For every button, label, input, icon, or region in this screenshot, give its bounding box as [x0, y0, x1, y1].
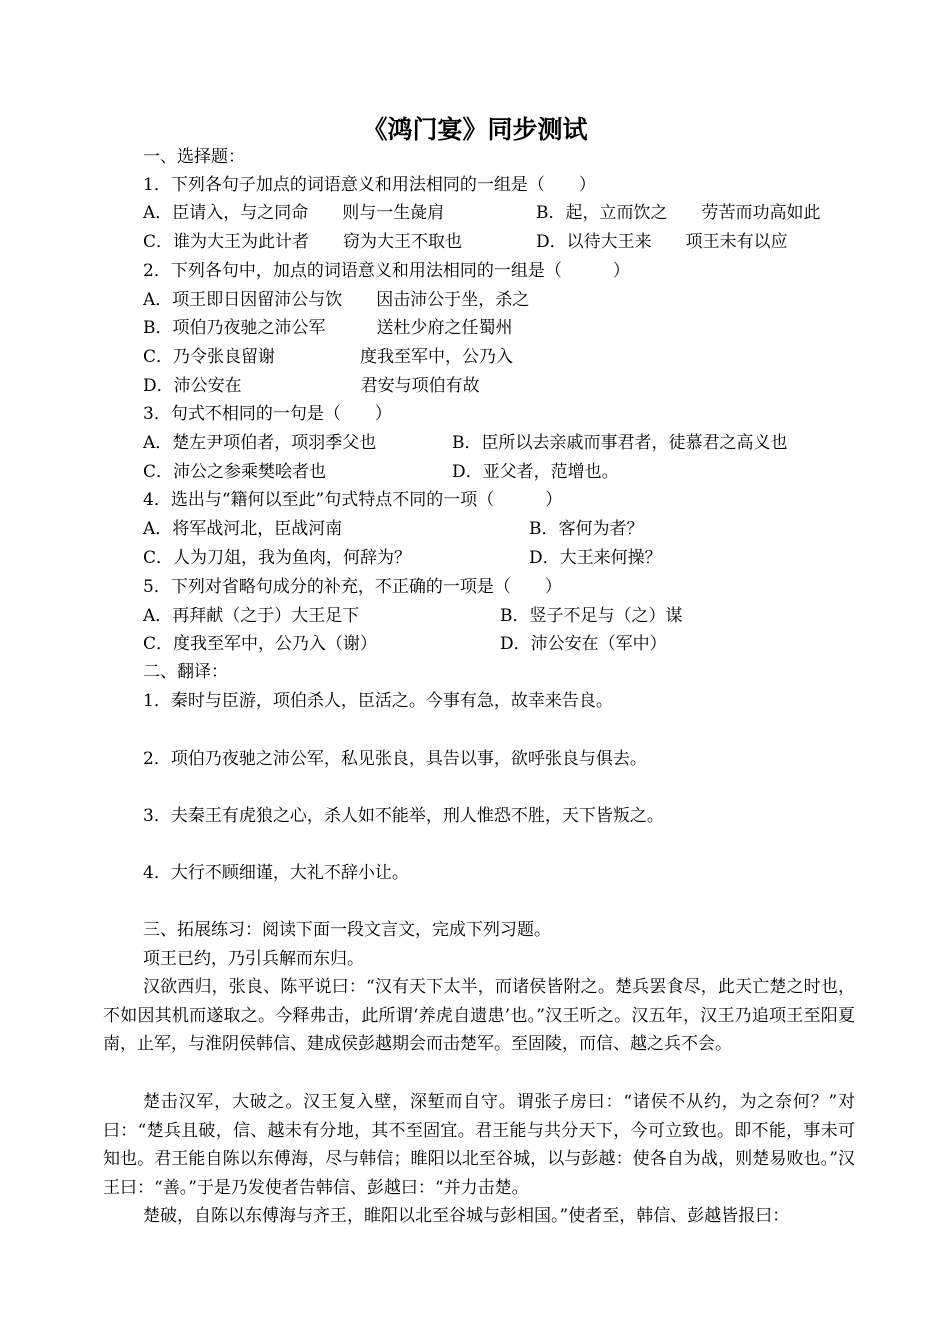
passage-paragraph: 楚破，自陈以东傅海与齐王，睢阳以北至谷城与彭相国。”使者至，韩信、彭越皆报曰： [143, 1206, 790, 1226]
question-option: C．乃令张良留谢 度我至军中，公乃入 [143, 347, 514, 367]
question-option: A．再拜献（之于）大王足下 [143, 606, 360, 626]
passage-paragraph: 楚击汉军，大破之。汉王复入壁，深堑而自守。谓张子房曰：“诸侯不从约，为之奈何？”对曰：“楚兵且破，信、越未有分地，其不至固宜。君王能与共分天下，今可立致也。即不能，事未可知也。君王能自陈以东傅海，尽与韩信；睢阳以北至谷城，以与彭越：使各自为战，则楚易败也。”汉王曰：“善。”于是乃发使者告韩信、彭越曰：“并力击楚。 [103, 1092, 855, 1198]
section-heading-extension: 三、拓展练习：阅读下面一段文言文，完成下列习题。 [143, 920, 551, 940]
question-option: D．以待大王来 项王未有以应 [536, 232, 788, 252]
translation-item: 2．项伯乃夜驰之沛公军，私见张良，具告以事，欲呼张良与俱去。 [143, 749, 647, 769]
question-option: D．沛公安在（军中） [500, 634, 667, 654]
translation-item: 3．夫秦王有虎狼之心，杀人如不能举，刑人惟恐不胜，天下皆叛之。 [143, 806, 664, 826]
question-option: B．竖子不足与（之）谋 [500, 606, 683, 626]
question-option: C．度我至军中，公乃入（谢） [143, 634, 378, 654]
question-stem: 2．下列各句中，加点的词语意义和用法相同的一组是（ ） [143, 261, 630, 281]
question-stem: 3．句式不相同的一句是（ ） [143, 404, 392, 424]
question-option: B．项伯乃夜驰之沛公军 送杜少府之任蜀州 [143, 318, 513, 338]
question-stem: 1．下列各句子加点的词语意义和用法相同的一组是（ ） [143, 175, 596, 195]
question-option: A．项王即日因留沛公与饮 因击沛公于坐，杀之 [143, 290, 530, 310]
question-option: D．大王来何操？ [529, 548, 662, 568]
passage-lead: 项王已约，乃引兵解而东归。 [143, 949, 364, 969]
section-heading-translation: 二、翻译： [143, 662, 228, 682]
question-option: C．沛公之参乘樊哙者也 [143, 462, 327, 482]
question-option: A．将军战河北，臣战河南 [143, 519, 343, 539]
question-stem: 4．选出与“籍何以至此”句式特点不同的一项（ ） [143, 490, 563, 510]
question-stem: 5．下列对省略句成分的补充，不正确的一项是（ ） [143, 577, 562, 597]
question-option: B．起，立而饮之 劳苦而功高如此 [536, 203, 821, 223]
passage-paragraph: 汉欲西归，张良、陈平说曰：“汉有天下太半，而诸侯皆附之。楚兵罢食尽，此天亡楚之时也，不如因其机而遂取之。今释弗击，此所谓‘养虎自遗患’也。”汉王听之。汉五年，汉王乃追项王至阳夏南，止军，与淮阴侯韩信、建成侯彭越期会而击楚军。至固陵，而信、越之兵不会。 [103, 977, 855, 1054]
translation-item: 4．大行不顾细谨，大礼不辞小让。 [143, 863, 409, 883]
section-heading-choice: 一、选择题： [143, 147, 245, 167]
document-title: 《鸿门宴》同步测试 [362, 115, 588, 144]
question-option: A．楚左尹项伯者，项羽季父也 [143, 433, 377, 453]
question-option: D．沛公安在 君安与项伯有故 [143, 376, 480, 396]
question-option: C．人为刀俎，我为鱼肉，何辞为？ [143, 548, 412, 568]
translation-item: 1．秦时与臣游，项伯杀人，臣活之。今事有急，故幸来告良。 [143, 691, 613, 711]
question-option: C．谁为大王为此计者 窃为大王不取也 [143, 232, 463, 252]
question-option: D．亚父者，范增也。 [452, 462, 619, 482]
question-option: A．臣请入，与之同命 则与一生彘肩 [143, 203, 445, 223]
question-option: B．臣所以去亲戚而事君者，徒慕君之高义也 [452, 433, 788, 453]
question-option: B．客何为者？ [529, 519, 644, 539]
